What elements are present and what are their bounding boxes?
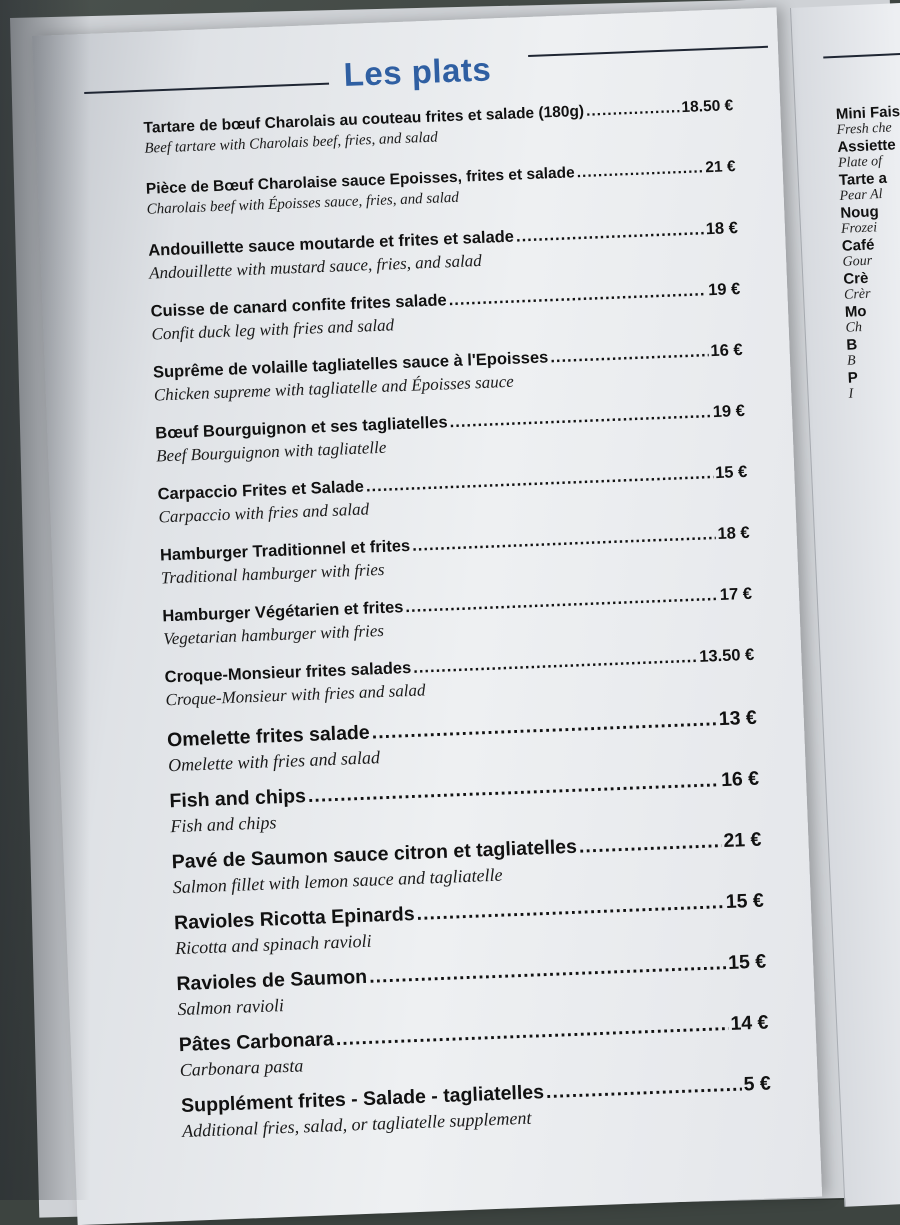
menu-page-les-plats (32, 7, 822, 1225)
right-page-item-name: Assiette (836, 136, 897, 156)
dish-name: Suprême de volaille tagliatelles sauce à l'Epoisses (152, 348, 549, 382)
title-rule-right (528, 46, 768, 57)
dish-description-english: Confit duck leg with fries and salad (151, 315, 395, 344)
right-page-item-desc: Pear Al (839, 187, 883, 204)
right-page-item-desc: Crèr (843, 286, 871, 303)
dish-description-english: Omelette with fries and salad (167, 747, 381, 776)
dish-price: 15 € (727, 950, 767, 974)
dish-price: 18.50 € (681, 97, 734, 117)
right-page-item (835, 96, 900, 139)
dish-description-english: Salmon ravioli (177, 995, 285, 1020)
dish-name: Ravioles Ricotta Epinards (173, 902, 415, 935)
dish-name: Croque-Monsieur frites salades (164, 658, 412, 687)
dish-description-english: Carpaccio with fries and salad (158, 499, 370, 527)
dish-list (143, 97, 772, 1156)
right-page-item-desc: Plate of (837, 153, 883, 171)
dish-description-english: Fish and chips (170, 812, 277, 837)
right-page-item-name: Noug (839, 203, 880, 222)
dish-description-english: Chicken supreme with tagliatelle and Époisses sauce (153, 371, 515, 405)
dish-description-english: Salmon fillet with lemon sauce and tagliatelle (172, 864, 503, 898)
dish-name: Fish and chips (169, 785, 307, 813)
section-header (83, 32, 764, 108)
dish-price: 18 € (717, 523, 750, 544)
dish-price: 16 € (720, 767, 760, 792)
dish-price: 21 € (705, 158, 736, 177)
dish-price: 14 € (730, 1011, 769, 1035)
dish-name: Pièce de Bœuf Charolaise sauce Epoisses, frites et salade (145, 164, 575, 198)
dish-name: Omelette frites salade (166, 721, 371, 752)
dot-leader (576, 159, 703, 182)
right-page-item-name: P (847, 369, 859, 387)
dish-price: 19 € (712, 401, 746, 422)
dish-description-english: Andouillette with mustard sauce, fries, and salad (148, 250, 483, 283)
right-page-item-name: Café (841, 236, 875, 255)
right-page-item-name: Mo (844, 302, 867, 321)
dot-leader (586, 99, 680, 121)
dish-price: 16 € (710, 340, 743, 361)
right-page-item-desc: I (848, 386, 854, 402)
right-page-item-name: Mini Fais (835, 103, 900, 124)
right-page-item-desc: Gour (842, 253, 873, 270)
title-rule-left (84, 83, 329, 94)
dish-name: Pâtes Carbonara (178, 1028, 335, 1057)
dish-price: 19 € (707, 280, 741, 300)
dish-name: Pavé de Saumon sauce citron et tagliatelles (171, 835, 578, 874)
right-page-list (835, 96, 900, 403)
right-page-item-name: Crè (842, 269, 869, 288)
right-page-item-desc: B (846, 353, 856, 369)
dish-description-english: Ricotta and spinach ravioli (174, 930, 372, 959)
dish-description-english: Carbonara pasta (179, 1055, 304, 1081)
dish-description-english: Beef Bourguignon with tagliatelle (155, 437, 387, 466)
dot-leader (578, 830, 721, 858)
dish-description-english: Traditional hamburger with fries (160, 559, 385, 588)
dish-description-english: Beef tartare with Charolais beef, fries, and salad (144, 129, 438, 157)
dish-name: Ravioles de Saumon (176, 965, 368, 996)
dish-price: 18 € (705, 219, 739, 239)
dish-name: Cuisse de canard confite frites salade (150, 291, 447, 321)
right-page-item-desc: Ch (845, 320, 863, 336)
dish-description-english: Additional fries, salad, or tagliatelle supplement (181, 1107, 532, 1142)
dish-description-english: Vegetarian hamburger with fries (162, 620, 385, 649)
dish-price: 15 € (714, 462, 748, 483)
dish-name: Supplément frites - Salade - tagliatelles (180, 1081, 545, 1118)
dish-price: 21 € (723, 828, 762, 853)
dish-price: 15 € (725, 889, 765, 913)
dish-name: Hamburger Traditionnel et frites (159, 536, 411, 565)
section-title: Les plats (342, 50, 492, 94)
dish-name: Tartare de bœuf Charolais au couteau frites et salade (180g) (143, 102, 585, 137)
dish-name: Hamburger Végétarien et frites (162, 598, 404, 626)
right-page-item-name: Tarte a (838, 169, 888, 189)
dish-price: 5 € (743, 1072, 772, 1096)
dish-name: Andouillette sauce moutarde et frites et salade (147, 227, 515, 260)
right-page-item-desc: Fresh che (836, 120, 892, 139)
dish-price: 17 € (719, 584, 753, 605)
dish-price: 13 € (718, 706, 758, 731)
dish-name: Carpaccio Frites et Salade (157, 477, 365, 504)
right-page-title-rule (823, 47, 900, 58)
dish-description-english: Charolais beef with Époisses sauce, fries, and salad (146, 189, 460, 218)
dish-name: Bœuf Bourguignon et ses tagliatelles (155, 413, 448, 443)
right-page-item-name: B (845, 336, 858, 354)
right-page-item-desc: Frozei (840, 220, 878, 237)
dish-description-english: Croque-Monsieur with fries and salad (165, 680, 426, 710)
dish-price: 13.50 € (698, 645, 755, 666)
